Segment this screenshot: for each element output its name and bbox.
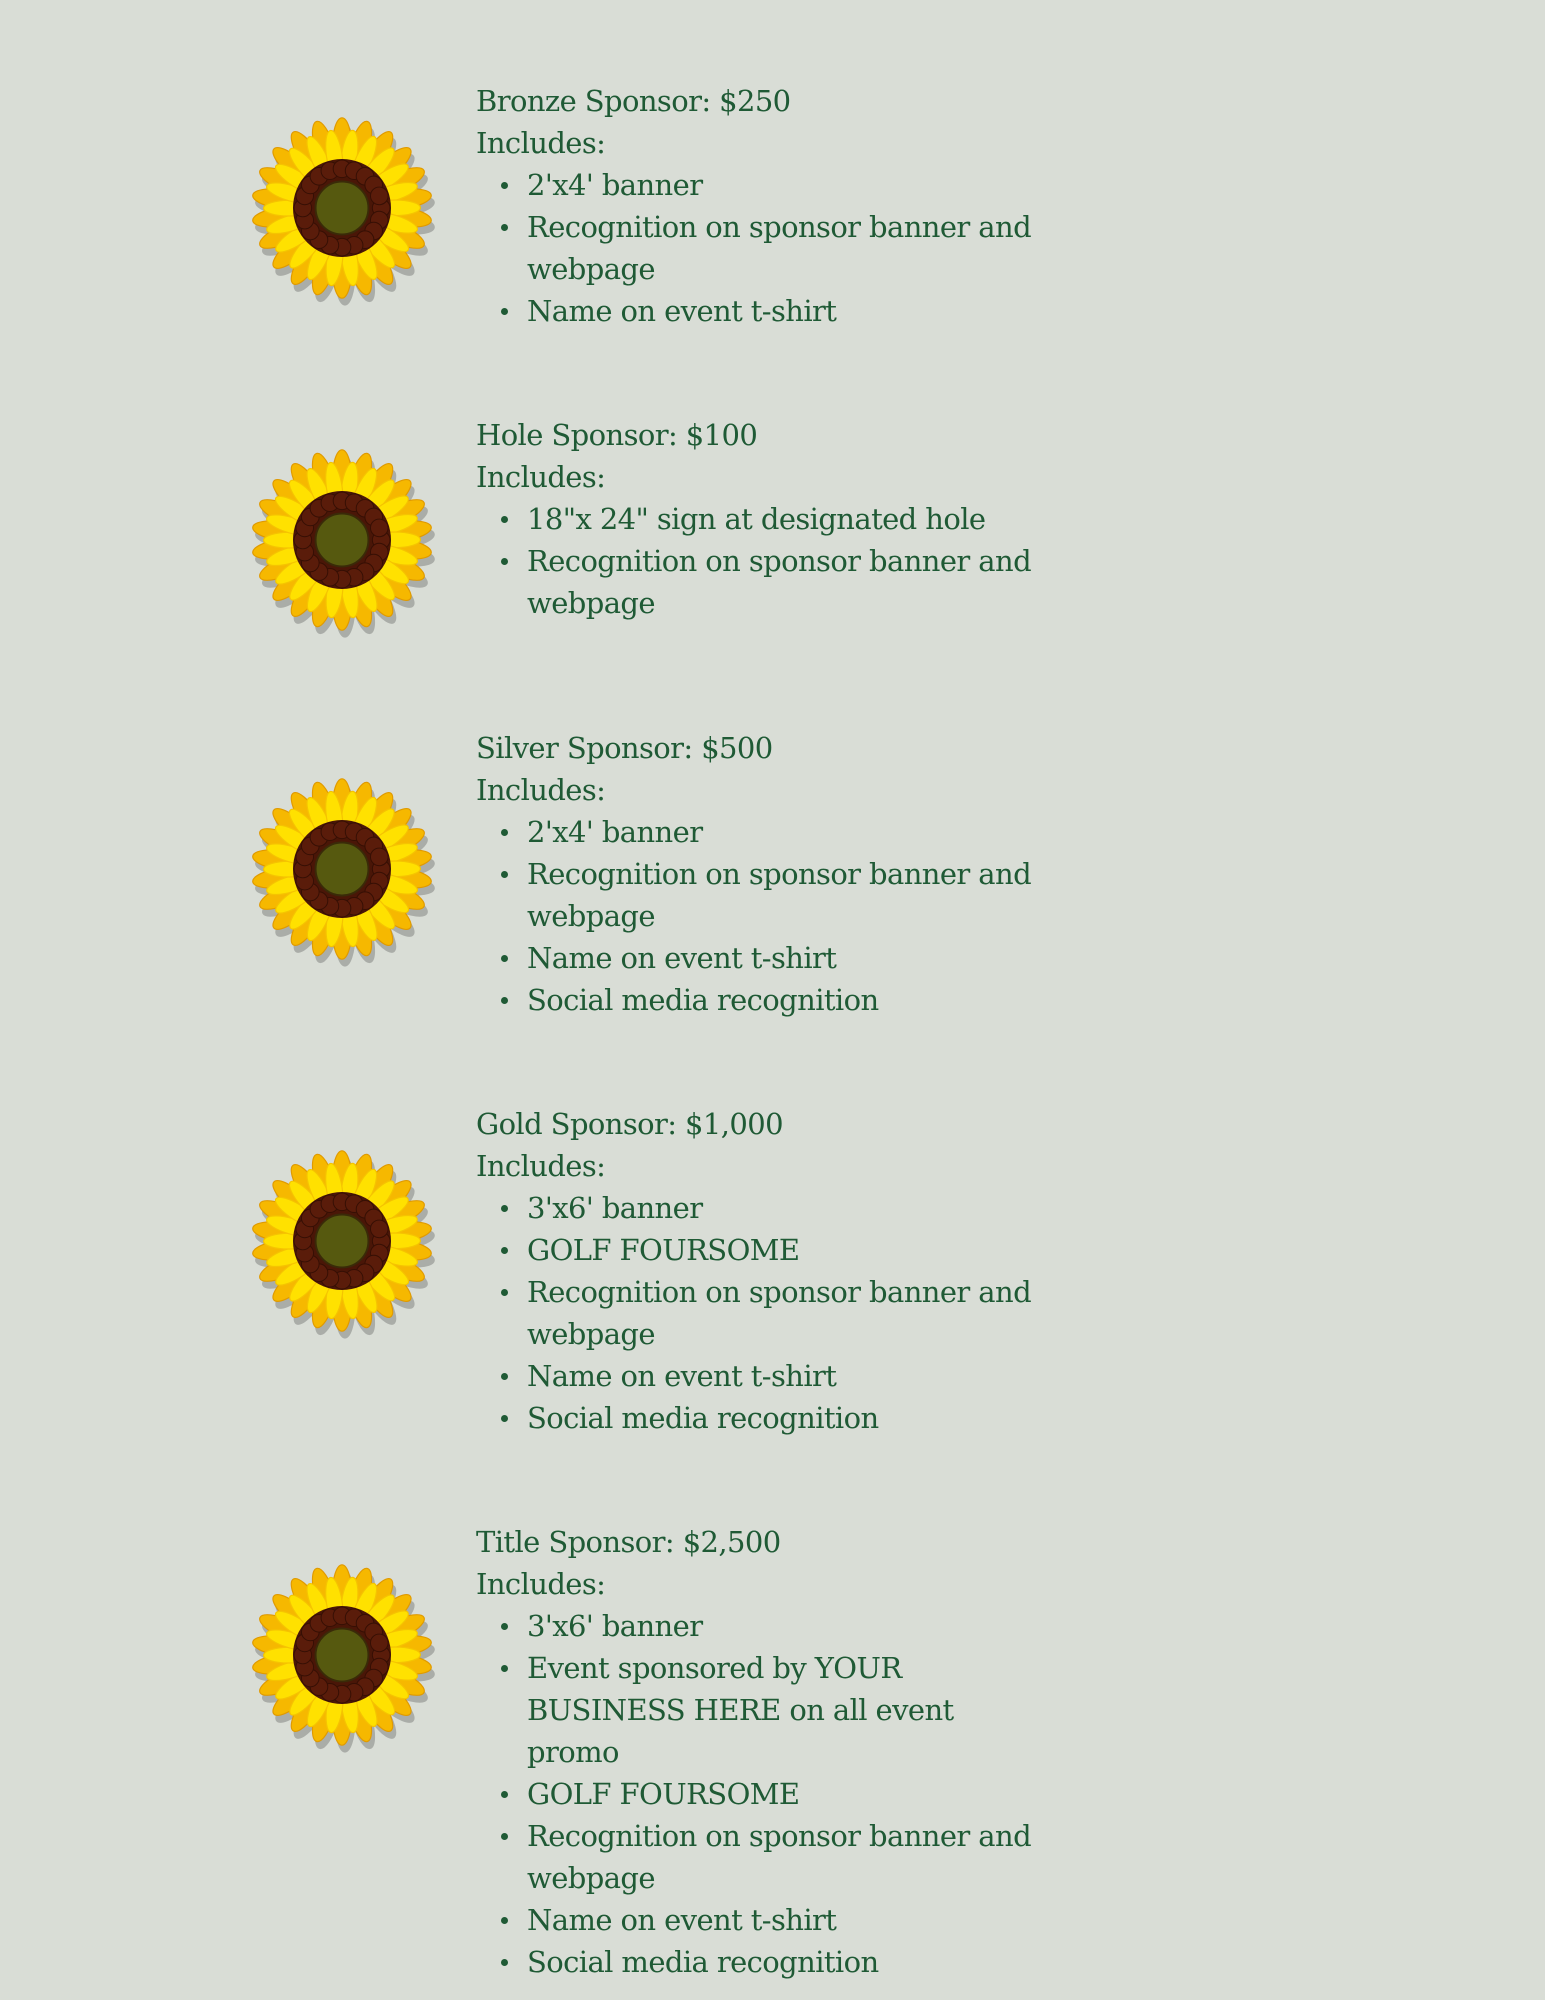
tier-includes-label: Includes: <box>476 1567 606 1601</box>
tier-includes-label: Includes: <box>476 773 606 807</box>
tier-details <box>476 1521 1076 1983</box>
tier-title: Gold Sponsor: $1,000 <box>476 1107 783 1141</box>
tier-benefits-list <box>476 1605 1076 1983</box>
list-item: 3'x6' banner <box>527 1187 1047 1229</box>
list-item: Recognition on sponsor banner and webpage <box>527 853 1047 937</box>
list-item: Name on event t-shirt <box>527 290 1047 332</box>
tier-benefits-list <box>476 498 1076 624</box>
tier-includes-label: Includes: <box>476 460 606 494</box>
sunflower-icon <box>244 1143 440 1339</box>
tier-details <box>476 1103 1076 1439</box>
list-item: Name on event t-shirt <box>527 1355 1047 1397</box>
tier-details <box>476 80 1076 332</box>
sunflower-icon <box>244 442 440 638</box>
list-item: Social media recognition <box>527 1397 1047 1439</box>
tier-title: Title Sponsor: $2,500 <box>476 1525 781 1559</box>
tier-details <box>476 414 1076 624</box>
list-item: Event sponsored by YOUR BUSINESS HERE on all event promo <box>527 1647 1047 1773</box>
list-item: Name on event t-shirt <box>527 937 1047 979</box>
tier-benefits-list <box>476 811 1076 1021</box>
list-item: Recognition on sponsor banner and webpage <box>527 1815 1047 1899</box>
list-item: 2'x4' banner <box>527 811 1047 853</box>
list-item: 3'x6' banner <box>527 1605 1047 1647</box>
list-item: Social media recognition <box>527 1941 1047 1983</box>
list-item: 18"x 24" sign at designated hole <box>527 498 1047 540</box>
list-item: Recognition on sponsor banner and webpage <box>527 540 1047 624</box>
tier-includes-label: Includes: <box>476 1149 606 1183</box>
sunflower-icon <box>244 110 440 306</box>
tier-title: Silver Sponsor: $500 <box>476 731 773 765</box>
tier-title: Bronze Sponsor: $250 <box>476 84 791 118</box>
list-item: Recognition on sponsor banner and webpage <box>527 206 1047 290</box>
list-item: GOLF FOURSOME <box>527 1229 1047 1271</box>
tier-details <box>476 727 1076 1021</box>
list-item: Social media recognition <box>527 979 1047 1021</box>
tier-benefits-list <box>476 164 1076 332</box>
list-item: GOLF FOURSOME <box>527 1773 1047 1815</box>
sunflower-icon <box>244 771 440 967</box>
tier-includes-label: Includes: <box>476 126 606 160</box>
tier-title: Hole Sponsor: $100 <box>476 418 758 452</box>
list-item: Name on event t-shirt <box>527 1899 1047 1941</box>
list-item: Recognition on sponsor banner and webpage <box>527 1271 1047 1355</box>
tier-benefits-list <box>476 1187 1076 1439</box>
list-item: 2'x4' banner <box>527 164 1047 206</box>
sunflower-icon <box>244 1557 440 1753</box>
